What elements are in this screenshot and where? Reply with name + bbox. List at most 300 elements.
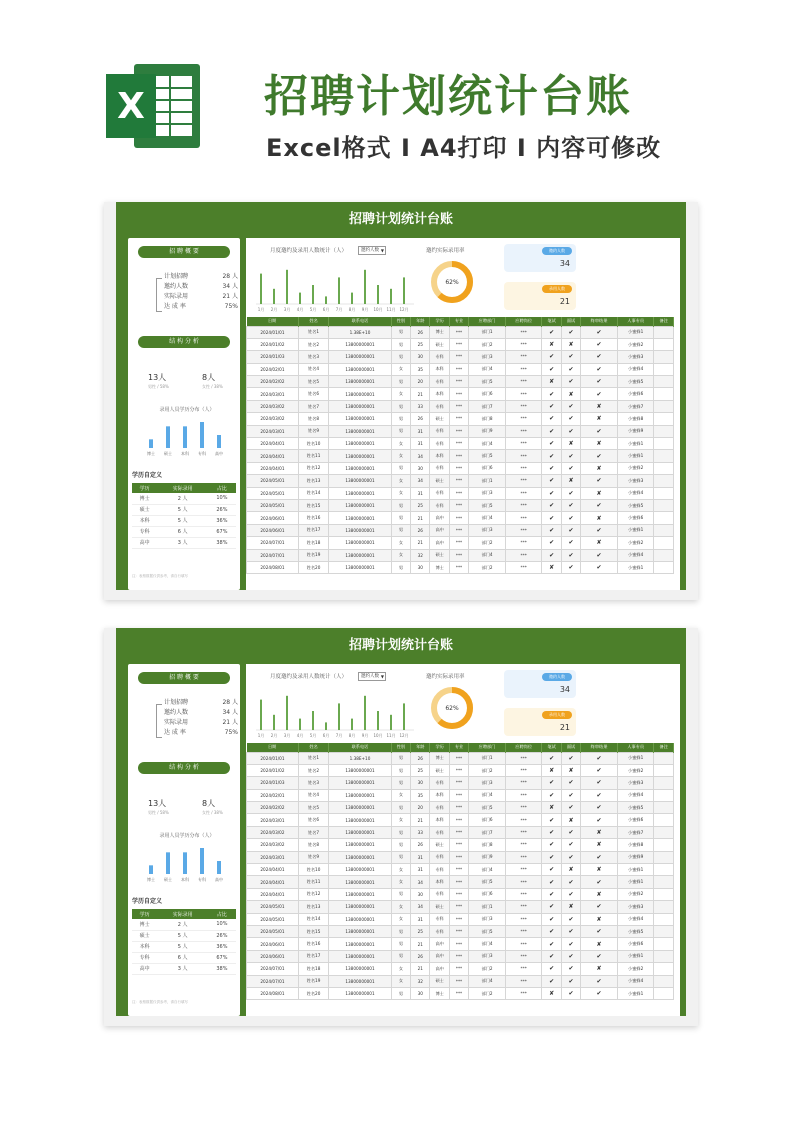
- table-cell[interactable]: 小蜜蜂2: [617, 963, 654, 975]
- table-cell[interactable]: ***: [505, 950, 542, 962]
- table-cell[interactable]: ***: [505, 864, 542, 876]
- table-cell[interactable]: ***: [505, 561, 542, 573]
- table-cell[interactable]: 男: [391, 400, 410, 412]
- table-cell[interactable]: ***: [505, 425, 542, 437]
- table-cell[interactable]: 女: [391, 864, 410, 876]
- table-cell[interactable]: 部门3: [469, 487, 506, 499]
- edu-cell[interactable]: 5 人: [157, 504, 208, 515]
- table-cell[interactable]: 男: [391, 802, 410, 814]
- table-cell[interactable]: ✔: [542, 938, 561, 950]
- table-cell[interactable]: 1.38E+10: [329, 752, 392, 764]
- table-cell[interactable]: ***: [505, 851, 542, 863]
- table-cell[interactable]: 2024/03/01: [247, 388, 299, 400]
- table-cell[interactable]: ✔: [561, 839, 580, 851]
- table-cell[interactable]: [654, 338, 674, 350]
- table-cell[interactable]: 姓名8: [298, 839, 328, 851]
- table-cell[interactable]: 小蜜蜂2: [617, 462, 654, 474]
- table-cell[interactable]: 硕士: [430, 338, 449, 350]
- table-cell[interactable]: 31: [411, 487, 430, 499]
- table-cell[interactable]: ✔: [561, 802, 580, 814]
- table-cell[interactable]: 部门4: [469, 363, 506, 375]
- table-cell[interactable]: 小蜜蜂2: [617, 338, 654, 350]
- table-cell[interactable]: 本科: [430, 814, 449, 826]
- table-cell[interactable]: ***: [449, 512, 468, 524]
- table-cell[interactable]: ✔: [561, 876, 580, 888]
- table-cell[interactable]: ***: [449, 764, 468, 776]
- table-cell[interactable]: ***: [505, 363, 542, 375]
- table-cell[interactable]: [654, 425, 674, 437]
- table-cell[interactable]: ***: [449, 425, 468, 437]
- table-cell[interactable]: 13800000001: [329, 963, 392, 975]
- edu-cell[interactable]: 3 人: [157, 963, 208, 974]
- table-cell[interactable]: 男: [391, 462, 410, 474]
- table-cell[interactable]: 男: [391, 851, 410, 863]
- table-cell[interactable]: ***: [449, 338, 468, 350]
- table-cell[interactable]: ✔: [542, 438, 561, 450]
- table-cell[interactable]: ✘: [561, 438, 580, 450]
- table-cell[interactable]: ✔: [581, 338, 618, 350]
- table-cell[interactable]: [654, 388, 674, 400]
- table-cell[interactable]: ***: [449, 499, 468, 511]
- table-cell[interactable]: 部门5: [469, 499, 506, 511]
- table-cell[interactable]: ✔: [581, 851, 618, 863]
- table-cell[interactable]: ✔: [581, 814, 618, 826]
- table-cell[interactable]: 姓名20: [298, 561, 328, 573]
- table-cell[interactable]: ✔: [561, 888, 580, 900]
- table-cell[interactable]: 专科: [430, 400, 449, 412]
- table-cell[interactable]: 34: [411, 475, 430, 487]
- table-cell[interactable]: 2024/03/02: [247, 826, 299, 838]
- table-cell[interactable]: ***: [505, 475, 542, 487]
- table-cell[interactable]: 13800000001: [329, 864, 392, 876]
- edu-cell[interactable]: 36%: [208, 515, 236, 526]
- table-cell[interactable]: ✔: [542, 901, 561, 913]
- table-cell[interactable]: ✔: [581, 524, 618, 536]
- table-cell[interactable]: ✘: [561, 814, 580, 826]
- table-cell[interactable]: ***: [505, 351, 542, 363]
- table-cell[interactable]: 13800000001: [329, 561, 392, 573]
- table-cell[interactable]: 姓名1: [298, 752, 328, 764]
- table-cell[interactable]: ✔: [581, 975, 618, 987]
- table-cell[interactable]: 部门1: [469, 326, 506, 338]
- table-cell[interactable]: ✘: [581, 839, 618, 851]
- table-cell[interactable]: ***: [449, 802, 468, 814]
- table-cell[interactable]: 姓名19: [298, 549, 328, 561]
- edu-cell[interactable]: 10%: [208, 919, 236, 930]
- table-cell[interactable]: 部门3: [469, 351, 506, 363]
- table-cell[interactable]: 部门7: [469, 826, 506, 838]
- table-cell[interactable]: ✔: [561, 752, 580, 764]
- table-cell[interactable]: ✔: [581, 351, 618, 363]
- table-cell[interactable]: [654, 487, 674, 499]
- table-cell[interactable]: 姓名8: [298, 413, 328, 425]
- table-cell[interactable]: ✔: [542, 839, 561, 851]
- table-cell[interactable]: 男: [391, 326, 410, 338]
- table-cell[interactable]: ✔: [542, 925, 561, 937]
- table-cell[interactable]: 小蜜蜂1: [617, 987, 654, 999]
- table-cell[interactable]: ***: [505, 413, 542, 425]
- table-cell[interactable]: [654, 826, 674, 838]
- table-cell[interactable]: ✔: [561, 950, 580, 962]
- table-cell[interactable]: [654, 524, 674, 536]
- table-cell[interactable]: 31: [411, 438, 430, 450]
- table-cell[interactable]: ***: [505, 826, 542, 838]
- table-cell[interactable]: 女: [391, 487, 410, 499]
- table-cell[interactable]: 部门2: [469, 537, 506, 549]
- table-cell[interactable]: 女: [391, 876, 410, 888]
- table-cell[interactable]: ✔: [581, 752, 618, 764]
- table-cell[interactable]: 2024/05/01: [247, 487, 299, 499]
- table-cell[interactable]: 2024/04/01: [247, 888, 299, 900]
- table-cell[interactable]: ✔: [542, 913, 561, 925]
- table-cell[interactable]: 小蜜蜂3: [617, 777, 654, 789]
- table-cell[interactable]: ✔: [542, 388, 561, 400]
- table-cell[interactable]: 2024/02/01: [247, 363, 299, 375]
- table-cell[interactable]: [654, 475, 674, 487]
- table-cell[interactable]: 姓名9: [298, 851, 328, 863]
- table-cell[interactable]: 13800000001: [329, 549, 392, 561]
- table-cell[interactable]: 13800000001: [329, 537, 392, 549]
- table-cell[interactable]: 21: [411, 963, 430, 975]
- table-cell[interactable]: 部门7: [469, 400, 506, 412]
- table-cell[interactable]: 部门4: [469, 549, 506, 561]
- edu-cell[interactable]: 6 人: [157, 526, 208, 537]
- table-cell[interactable]: ***: [449, 975, 468, 987]
- table-cell[interactable]: 34: [411, 450, 430, 462]
- table-cell[interactable]: 部门2: [469, 338, 506, 350]
- table-cell[interactable]: 31: [411, 913, 430, 925]
- table-cell[interactable]: ✔: [561, 363, 580, 375]
- table-cell[interactable]: ✔: [561, 938, 580, 950]
- table-cell[interactable]: ***: [449, 913, 468, 925]
- table-cell[interactable]: 2024/07/01: [247, 549, 299, 561]
- table-cell[interactable]: ✔: [542, 537, 561, 549]
- edu-cell[interactable]: 本科: [132, 941, 157, 952]
- table-cell[interactable]: 2024/07/01: [247, 537, 299, 549]
- table-cell[interactable]: [654, 549, 674, 561]
- table-cell[interactable]: [654, 987, 674, 999]
- table-cell[interactable]: 男: [391, 338, 410, 350]
- table-cell[interactable]: 13800000001: [329, 826, 392, 838]
- table-cell[interactable]: 姓名16: [298, 938, 328, 950]
- table-cell[interactable]: 30: [411, 351, 430, 363]
- table-cell[interactable]: 专科: [430, 851, 449, 863]
- table-cell[interactable]: 13800000001: [329, 338, 392, 350]
- table-cell[interactable]: 小蜜蜂1: [617, 561, 654, 573]
- table-cell[interactable]: 小蜜蜂6: [617, 512, 654, 524]
- table-cell[interactable]: 高中: [430, 950, 449, 962]
- table-cell[interactable]: 33: [411, 400, 430, 412]
- table-cell[interactable]: ✘: [542, 338, 561, 350]
- table-cell[interactable]: 女: [391, 388, 410, 400]
- table-cell[interactable]: 姓名11: [298, 450, 328, 462]
- table-cell[interactable]: ✔: [542, 413, 561, 425]
- table-cell[interactable]: ✘: [581, 826, 618, 838]
- table-cell[interactable]: ✔: [542, 864, 561, 876]
- table-cell[interactable]: [654, 351, 674, 363]
- table-cell[interactable]: [654, 777, 674, 789]
- table-cell[interactable]: 2024/04/01: [247, 876, 299, 888]
- table-cell[interactable]: 本科: [430, 789, 449, 801]
- table-cell[interactable]: 21: [411, 512, 430, 524]
- table-cell[interactable]: 小蜜蜂1: [617, 524, 654, 536]
- table-cell[interactable]: ***: [505, 524, 542, 536]
- table-cell[interactable]: 小蜜蜂1: [617, 450, 654, 462]
- table-cell[interactable]: 部门9: [469, 425, 506, 437]
- table-cell[interactable]: ✔: [561, 913, 580, 925]
- table-cell[interactable]: 21: [411, 814, 430, 826]
- table-cell[interactable]: ✔: [542, 777, 561, 789]
- table-cell[interactable]: [654, 913, 674, 925]
- table-cell[interactable]: ✘: [581, 963, 618, 975]
- table-cell[interactable]: [654, 925, 674, 937]
- table-cell[interactable]: ✔: [542, 475, 561, 487]
- table-cell[interactable]: 2024/04/01: [247, 462, 299, 474]
- table-cell[interactable]: 女: [391, 901, 410, 913]
- table-cell[interactable]: ✔: [581, 764, 618, 776]
- table-cell[interactable]: [654, 537, 674, 549]
- table-cell[interactable]: 小蜜蜂9: [617, 425, 654, 437]
- table-cell[interactable]: 硕士: [430, 549, 449, 561]
- table-cell[interactable]: ✔: [561, 777, 580, 789]
- table-cell[interactable]: 小蜜蜂4: [617, 363, 654, 375]
- table-cell[interactable]: ***: [449, 400, 468, 412]
- table-cell[interactable]: 部门2: [469, 561, 506, 573]
- table-cell[interactable]: 21: [411, 388, 430, 400]
- table-cell[interactable]: 33: [411, 826, 430, 838]
- table-cell[interactable]: 2024/03/02: [247, 413, 299, 425]
- table-cell[interactable]: 专科: [430, 487, 449, 499]
- table-cell[interactable]: 小蜜蜂8: [617, 413, 654, 425]
- table-cell[interactable]: 小蜜蜂5: [617, 376, 654, 388]
- table-cell[interactable]: 13800000001: [329, 499, 392, 511]
- table-cell[interactable]: ✔: [561, 987, 580, 999]
- table-cell[interactable]: 26: [411, 752, 430, 764]
- table-cell[interactable]: 2024/05/01: [247, 499, 299, 511]
- table-cell[interactable]: ✔: [542, 462, 561, 474]
- table-cell[interactable]: ***: [505, 499, 542, 511]
- table-cell[interactable]: 硕士: [430, 475, 449, 487]
- table-cell[interactable]: ✘: [561, 338, 580, 350]
- table-cell[interactable]: 13800000001: [329, 975, 392, 987]
- table-cell[interactable]: 男: [391, 524, 410, 536]
- edu-cell[interactable]: 硕士: [132, 504, 157, 515]
- table-cell[interactable]: 部门1: [469, 475, 506, 487]
- table-cell[interactable]: ✘: [581, 487, 618, 499]
- table-cell[interactable]: 女: [391, 814, 410, 826]
- table-cell[interactable]: 姓名14: [298, 487, 328, 499]
- table-cell[interactable]: 小蜜蜂5: [617, 499, 654, 511]
- table-cell[interactable]: 专科: [430, 777, 449, 789]
- table-cell[interactable]: 本科: [430, 388, 449, 400]
- table-cell[interactable]: ✘: [561, 475, 580, 487]
- table-cell[interactable]: 小蜜蜂9: [617, 851, 654, 863]
- table-cell[interactable]: ✘: [542, 802, 561, 814]
- table-cell[interactable]: ***: [505, 901, 542, 913]
- table-cell[interactable]: ✔: [581, 499, 618, 511]
- table-cell[interactable]: 2024/06/01: [247, 524, 299, 536]
- table-cell[interactable]: ✔: [542, 524, 561, 536]
- table-cell[interactable]: 13800000001: [329, 987, 392, 999]
- table-cell[interactable]: 小蜜蜂4: [617, 789, 654, 801]
- table-cell[interactable]: 硕士: [430, 764, 449, 776]
- table-cell[interactable]: 小蜜蜂1: [617, 326, 654, 338]
- table-cell[interactable]: ✔: [561, 450, 580, 462]
- table-cell[interactable]: [654, 938, 674, 950]
- table-cell[interactable]: 部门3: [469, 913, 506, 925]
- table-cell[interactable]: 13800000001: [329, 888, 392, 900]
- table-cell[interactable]: ✔: [581, 549, 618, 561]
- edu-cell[interactable]: 专科: [132, 952, 157, 963]
- table-cell[interactable]: [654, 814, 674, 826]
- table-cell[interactable]: ***: [449, 363, 468, 375]
- table-cell[interactable]: [654, 901, 674, 913]
- table-cell[interactable]: ***: [505, 975, 542, 987]
- table-cell[interactable]: 小蜜蜂1: [617, 876, 654, 888]
- table-cell[interactable]: 2024/05/01: [247, 901, 299, 913]
- table-cell[interactable]: 13800000001: [329, 376, 392, 388]
- edu-cell[interactable]: 2 人: [157, 919, 208, 930]
- table-cell[interactable]: ✔: [542, 487, 561, 499]
- table-cell[interactable]: ✔: [581, 561, 618, 573]
- table-cell[interactable]: 姓名14: [298, 913, 328, 925]
- table-cell[interactable]: ***: [505, 537, 542, 549]
- table-cell[interactable]: 专科: [430, 826, 449, 838]
- table-cell[interactable]: 硕士: [430, 413, 449, 425]
- edu-cell[interactable]: 5 人: [157, 515, 208, 526]
- table-cell[interactable]: 部门6: [469, 388, 506, 400]
- table-cell[interactable]: ***: [449, 524, 468, 536]
- table-cell[interactable]: ✔: [542, 752, 561, 764]
- table-cell[interactable]: 小蜜蜂4: [617, 913, 654, 925]
- table-cell[interactable]: ***: [505, 913, 542, 925]
- table-cell[interactable]: ***: [449, 814, 468, 826]
- table-cell[interactable]: 20: [411, 802, 430, 814]
- table-cell[interactable]: 男: [391, 987, 410, 999]
- table-cell[interactable]: 部门4: [469, 975, 506, 987]
- table-cell[interactable]: 姓名3: [298, 351, 328, 363]
- table-cell[interactable]: ***: [449, 537, 468, 549]
- edu-cell[interactable]: 高中: [132, 537, 157, 548]
- table-cell[interactable]: 姓名4: [298, 789, 328, 801]
- table-cell[interactable]: ✔: [561, 462, 580, 474]
- table-cell[interactable]: 专科: [430, 351, 449, 363]
- table-cell[interactable]: ✘: [581, 400, 618, 412]
- table-cell[interactable]: 32: [411, 549, 430, 561]
- table-cell[interactable]: 部门4: [469, 864, 506, 876]
- table-cell[interactable]: 博士: [430, 561, 449, 573]
- table-cell[interactable]: 男: [391, 764, 410, 776]
- table-cell[interactable]: ***: [449, 901, 468, 913]
- table-cell[interactable]: ✔: [542, 425, 561, 437]
- table-cell[interactable]: 小蜜蜂8: [617, 839, 654, 851]
- table-cell[interactable]: 13800000001: [329, 814, 392, 826]
- table-cell[interactable]: ✘: [581, 512, 618, 524]
- table-cell[interactable]: ***: [505, 888, 542, 900]
- table-cell[interactable]: ✔: [561, 376, 580, 388]
- table-cell[interactable]: ***: [449, 549, 468, 561]
- table-cell[interactable]: ***: [449, 950, 468, 962]
- table-cell[interactable]: 女: [391, 963, 410, 975]
- table-cell[interactable]: 部门1: [469, 901, 506, 913]
- table-cell[interactable]: ✔: [581, 363, 618, 375]
- table-cell[interactable]: 姓名10: [298, 438, 328, 450]
- table-cell[interactable]: 姓名7: [298, 826, 328, 838]
- table-cell[interactable]: ✔: [581, 450, 618, 462]
- table-cell[interactable]: [654, 975, 674, 987]
- table-cell[interactable]: ***: [449, 938, 468, 950]
- table-cell[interactable]: ***: [449, 462, 468, 474]
- table-cell[interactable]: 姓名20: [298, 987, 328, 999]
- table-cell[interactable]: 小蜜蜂7: [617, 826, 654, 838]
- table-cell[interactable]: 26: [411, 413, 430, 425]
- table-cell[interactable]: ✘: [581, 438, 618, 450]
- table-cell[interactable]: 2024/03/02: [247, 400, 299, 412]
- table-cell[interactable]: 姓名5: [298, 376, 328, 388]
- table-cell[interactable]: 13800000001: [329, 876, 392, 888]
- table-cell[interactable]: [654, 326, 674, 338]
- table-cell[interactable]: 2024/05/01: [247, 913, 299, 925]
- table-cell[interactable]: ✔: [561, 537, 580, 549]
- table-cell[interactable]: 35: [411, 363, 430, 375]
- table-cell[interactable]: [654, 450, 674, 462]
- table-cell[interactable]: ***: [505, 512, 542, 524]
- table-cell[interactable]: 小蜜蜂4: [617, 487, 654, 499]
- table-cell[interactable]: [654, 413, 674, 425]
- table-cell[interactable]: 高中: [430, 512, 449, 524]
- table-cell[interactable]: [654, 950, 674, 962]
- table-cell[interactable]: 32: [411, 975, 430, 987]
- table-cell[interactable]: ✔: [542, 789, 561, 801]
- table-cell[interactable]: ***: [505, 450, 542, 462]
- table-cell[interactable]: 13800000001: [329, 802, 392, 814]
- table-cell[interactable]: 13800000001: [329, 950, 392, 962]
- table-cell[interactable]: 13800000001: [329, 512, 392, 524]
- table-cell[interactable]: 专科: [430, 462, 449, 474]
- table-cell[interactable]: 男: [391, 777, 410, 789]
- table-cell[interactable]: [654, 363, 674, 375]
- edu-cell[interactable]: 2 人: [157, 493, 208, 504]
- table-cell[interactable]: ***: [505, 388, 542, 400]
- edu-cell[interactable]: 36%: [208, 941, 236, 952]
- table-cell[interactable]: 姓名17: [298, 950, 328, 962]
- table-cell[interactable]: 姓名13: [298, 475, 328, 487]
- table-cell[interactable]: 部门4: [469, 438, 506, 450]
- table-cell[interactable]: ✘: [542, 987, 561, 999]
- table-cell[interactable]: 姓名17: [298, 524, 328, 536]
- table-cell[interactable]: 部门4: [469, 789, 506, 801]
- table-cell[interactable]: 30: [411, 777, 430, 789]
- table-cell[interactable]: 姓名7: [298, 400, 328, 412]
- table-cell[interactable]: 2024/02/01: [247, 789, 299, 801]
- metric-dropdown[interactable]: [358, 672, 386, 681]
- table-cell[interactable]: 姓名12: [298, 462, 328, 474]
- table-cell[interactable]: 部门9: [469, 851, 506, 863]
- table-cell[interactable]: [654, 438, 674, 450]
- table-cell[interactable]: 26: [411, 839, 430, 851]
- table-cell[interactable]: 13800000001: [329, 839, 392, 851]
- table-cell[interactable]: 部门3: [469, 777, 506, 789]
- table-cell[interactable]: 小蜜蜂4: [617, 975, 654, 987]
- table-cell[interactable]: ✔: [542, 963, 561, 975]
- table-cell[interactable]: [654, 839, 674, 851]
- table-cell[interactable]: 小蜜蜂1: [617, 752, 654, 764]
- table-cell[interactable]: ✔: [542, 888, 561, 900]
- table-cell[interactable]: ✔: [561, 499, 580, 511]
- table-cell[interactable]: [654, 561, 674, 573]
- table-cell[interactable]: ✔: [561, 351, 580, 363]
- table-cell[interactable]: [654, 499, 674, 511]
